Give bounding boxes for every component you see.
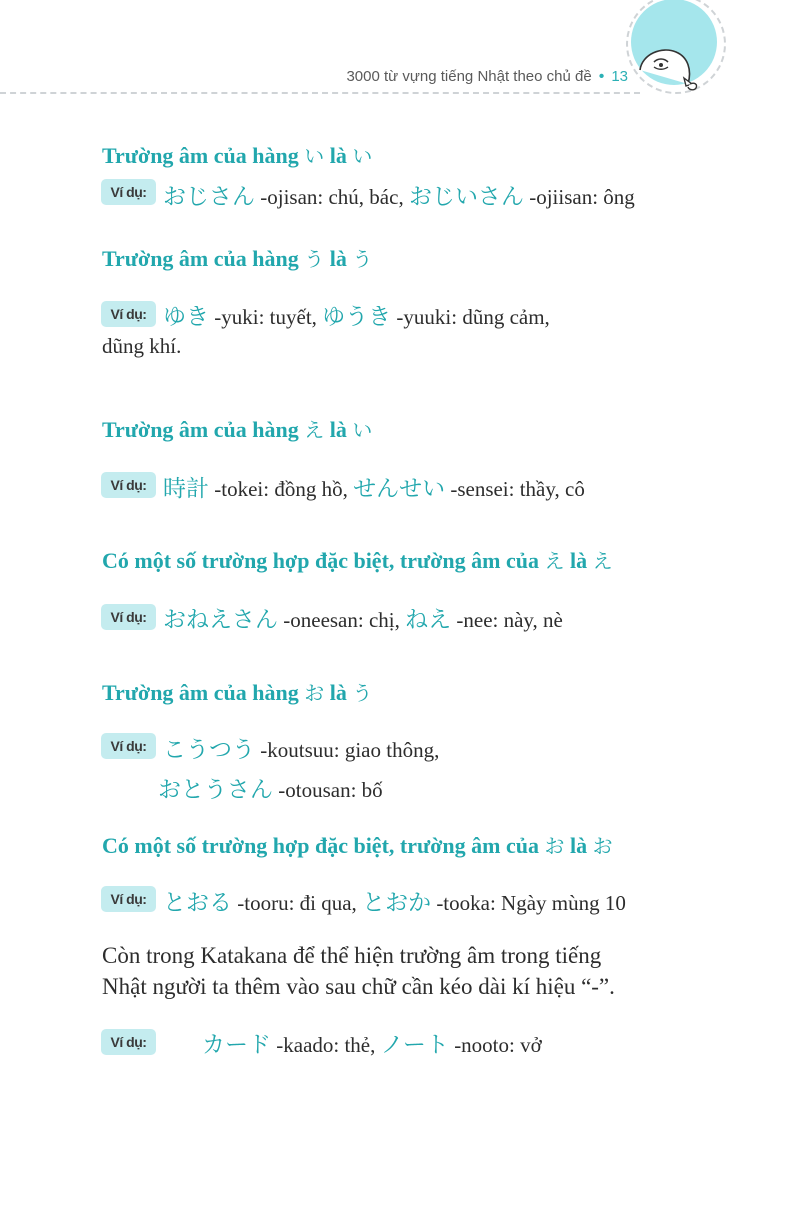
example-label: Ví dụ: xyxy=(101,1029,156,1055)
example-label: Ví dụ: xyxy=(101,179,156,205)
section-heading-u: Trường âm của hàng う là う xyxy=(102,246,373,271)
example-label: Ví dụ: xyxy=(101,733,156,759)
section-heading-o: Trường âm của hàng お là う xyxy=(102,680,373,705)
example-label: Ví dụ: xyxy=(101,886,156,912)
mascot-icon xyxy=(632,40,702,92)
example-label: Ví dụ: xyxy=(101,301,156,327)
example-line: 時計 -tokei: đồng hồ, せんせい -sensei: thầy, cô xyxy=(163,476,585,502)
example-label: Ví dụ: xyxy=(101,472,156,498)
example-line: ゆき -yuki: tuyết, ゆうき -yuuki: dũng cảm, xyxy=(163,304,550,330)
section-heading-special-e: Có một số trường hợp đặc biệt, trường âm của え là え xyxy=(102,548,613,573)
example-line: おとうさん -otousan: bố xyxy=(158,777,383,803)
book-title: 3000 từ vựng tiếng Nhật theo chủ đề xyxy=(346,68,592,85)
example-line: おねえさん -oneesan: chị, ねえ -nee: này, nè xyxy=(163,607,563,633)
example-line: こうつう -koutsuu: giao thông, xyxy=(163,737,440,763)
example-line: おじさん -ojisan: chú, bác, おじいさん -ojiisan: ông xyxy=(163,184,635,210)
example-continuation: dũng khí. xyxy=(102,334,182,358)
section-heading-special-o: Có một số trường hợp đặc biệt, trường âm của お là お xyxy=(102,833,613,858)
running-header xyxy=(346,68,628,86)
header-divider xyxy=(0,92,640,94)
example-line: カード -kaado: thẻ, ノート -nooto: vở xyxy=(202,1032,542,1058)
header-separator: • xyxy=(598,68,605,85)
page-number: 13 xyxy=(611,68,628,85)
section-heading-i: Trường âm của hàng い là い xyxy=(102,143,373,168)
example-label: Ví dụ: xyxy=(101,604,156,630)
example-line: とおる -tooru: đi qua, とおか -tooka: Ngày mùng 10 xyxy=(163,890,626,916)
section-heading-e: Trường âm của hàng え là い xyxy=(102,417,373,442)
katakana-paragraph: Còn trong Katakana để thể hiện trường âm trong tiếng Nhật người ta thêm vào sau chữ cần kéo dài kí hiệu “-”. xyxy=(102,943,615,999)
